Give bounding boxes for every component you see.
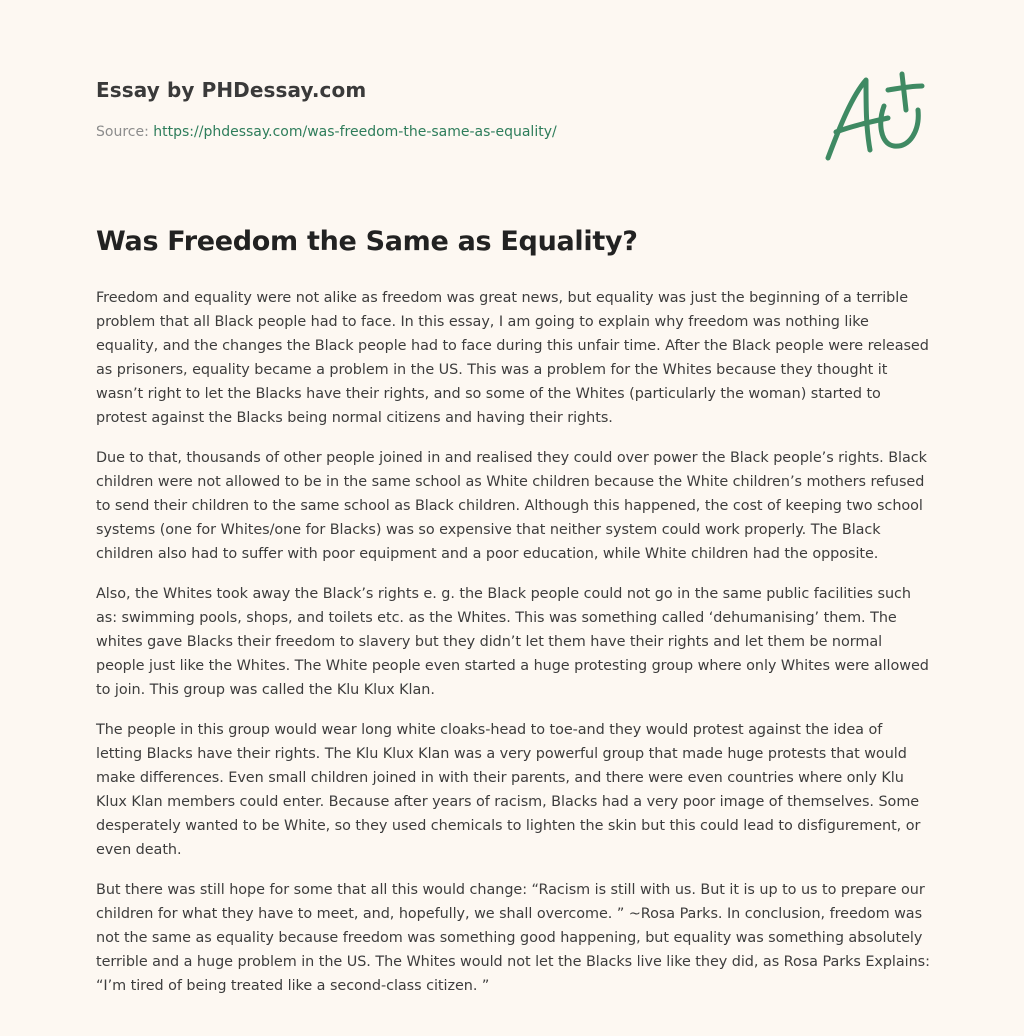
essay-paragraph: The people in this group would wear long white cloaks-head to toe-and they would protest against the idea of letting Blacks have their rights. The Klu Klux Klan was a very powerful group that made huge protests that would make differences. Even small children joined in with their parents, and there were even countries where only Klu Klux Klan members could enter. Because after years of racism, Blacks had a very poor image of themselves. Some desperately wanted to be White, so they used chemicals to lighten the skin but this could lead to disfigurement, or even death. [96,722,921,858]
source-link[interactable]: https://phdessay.com/was-freedom-the-same-as-equality/ [153,124,557,140]
a-plus-logo-icon [822,66,932,166]
essay-paragraph: Also, the Whites took away the Black’s rights e. g. the Black people could not go in the same public facilities such as: swimming pools, shops, and toilets etc. as the Whites. This was something called ‘dehumanising’ them. The whites gave Blacks their freedom to slavery but they didn’t let them have their rights and let them be normal people just like the Whites. The White people even started a huge protesting group where only Whites were allowed to join. This group was called the Klu Klux Klan. [96,586,929,698]
site-brand: Essay by PHDessay.com [96,78,367,102]
source-label: Source: [96,124,149,140]
essay-paragraph: But there was still hope for some that all this would change: “Racism is still with us. But it is up to us to prepare our children for what they have to meet, and, hopefully, we shall overcome. ” ~Rosa Parks. In conclusion, freedom was not the same as equality because freedom was something good happening, but equality was something absolutely terrible and a huge problem in the US. The Whites would not let the Blacks live like they did, as Rosa Parks Explains: “I’m tired of being treated like a second-class citizen. ” [96,882,930,994]
essay-title: Was Freedom the Same as Equality? [96,226,638,257]
essay-body [96,286,932,1014]
essay-paragraph: Due to that, thousands of other people joined in and realised they could over power the Black people’s rights. Black children were not allowed to be in the same school as White children because the White children’s mothers refused to send their children to the same school as Black children. Although this happened, the cost of keeping two school systems (one for Whites/one for Blacks) was so expensive that neither system could work properly. The Black children also had to suffer with poor equipment and a poor education, while White children had the opposite. [96,450,927,562]
source-line [96,124,557,140]
essay-paragraph: Freedom and equality were not alike as freedom was great news, but equality was just the beginning of a terrible problem that all Black people had to face. In this essay, I am going to explain why freedom was nothing like equality, and the changes the Black people had to face during this unfair time. After the Black people were released as prisoners, equality became a problem in the US. This was a problem for the Whites because they thought it wasn’t right to let the Blacks have their rights, and so some of the Whites (particularly the woman) started to protest against the Blacks being normal citizens and having their rights. [96,290,929,426]
